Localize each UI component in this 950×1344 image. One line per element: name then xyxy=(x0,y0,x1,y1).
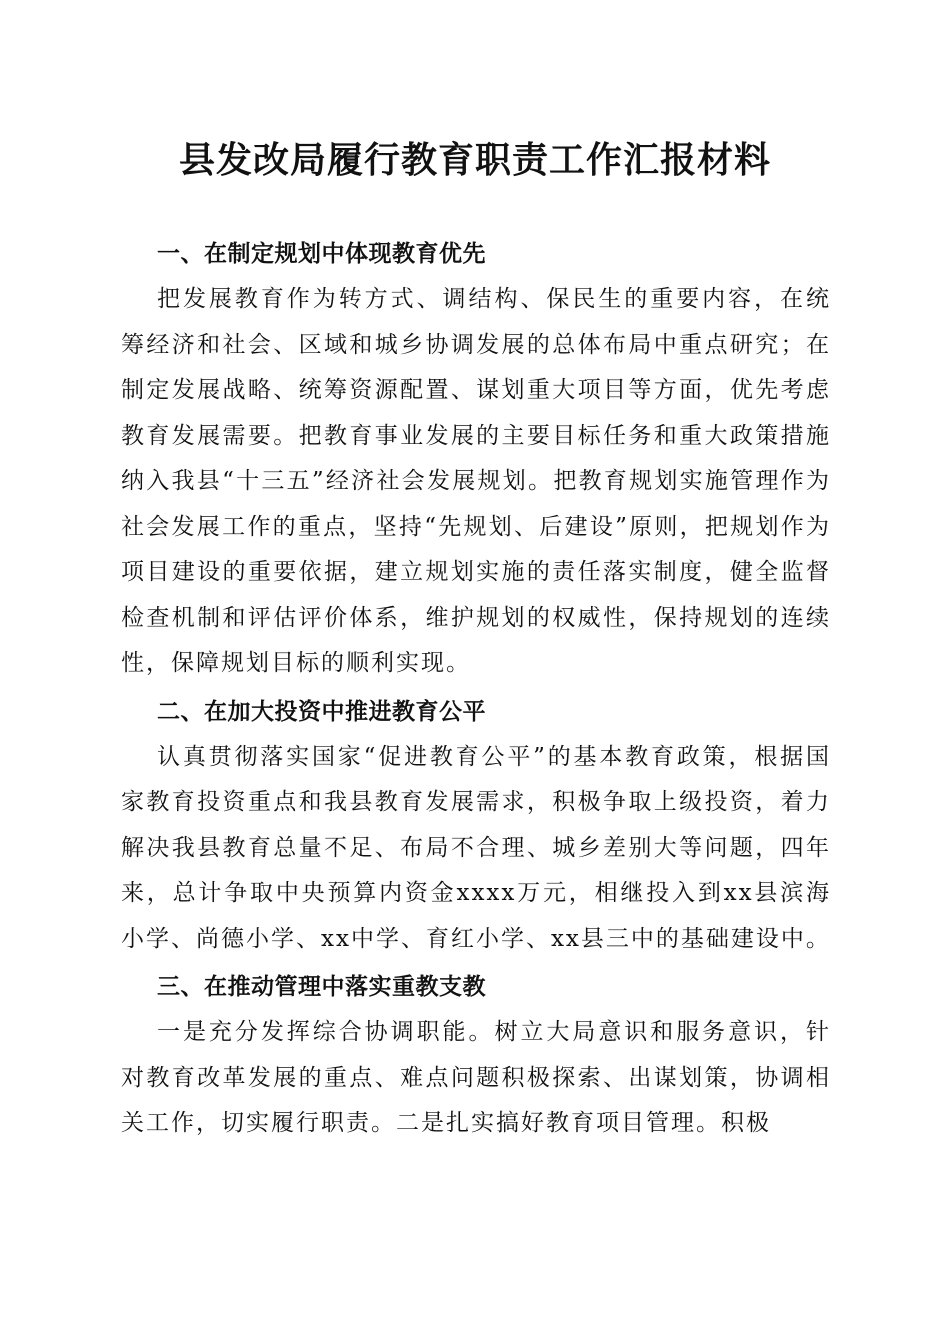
section-2-paragraph: 认真贯彻落实国家“促进教育公平”的基本教育政策，根据国家教育投资重点和我县教育发展需求，积极争取上级投资，着力解决我县教育总量不足、布局不合理、城乡差别大等问题，四年来，总计争取中央预算内资金xxxx万元，相继投入到xx县滨海小学、尚德小学、xx中学、育红小学、xx县三中的基础建设中。 xyxy=(121,743,831,952)
section-1-paragraph: 把发展教育作为转方式、调结构、保民生的重要内容，在统筹经济和社会、区域和城乡协调发展的总体布局中重点研究；在制定发展战略、统筹资源配置、谋划重大项目等方面，优先考虑教育发展需要。把教育事业发展的主要目标任务和重大政策措施纳入我县“十三五”经济社会发展规划。把教育规划实施管理作为社会发展工作的重点，坚持“先规划、后建设”原则，把规划作为项目建设的重要依据，建立规划实施的责任落实制度，健全监督检查机制和评估评价体系，维护规划的权威性，保持规划的连续性，保障规划目标的顺利实现。 xyxy=(121,286,831,676)
document-body xyxy=(121,231,831,1147)
section-3-heading: 三、在推动管理中落实重教支教 xyxy=(157,974,486,1000)
section-3-paragraph: 一是充分发挥综合协调职能。树立大局意识和服务意识，针对教育改革发展的重点、难点问题积极探索、出谋划策，协调相关工作，切实履行职责。二是扎实搞好教育项目管理。积极 xyxy=(121,1019,831,1136)
document-title: 县发改局履行教育职责工作汇报材料 xyxy=(178,139,771,181)
section-1-heading: 一、在制定规划中体现教育优先 xyxy=(157,241,486,267)
section-2-heading: 二、在加大投资中推进教育公平 xyxy=(157,698,486,725)
